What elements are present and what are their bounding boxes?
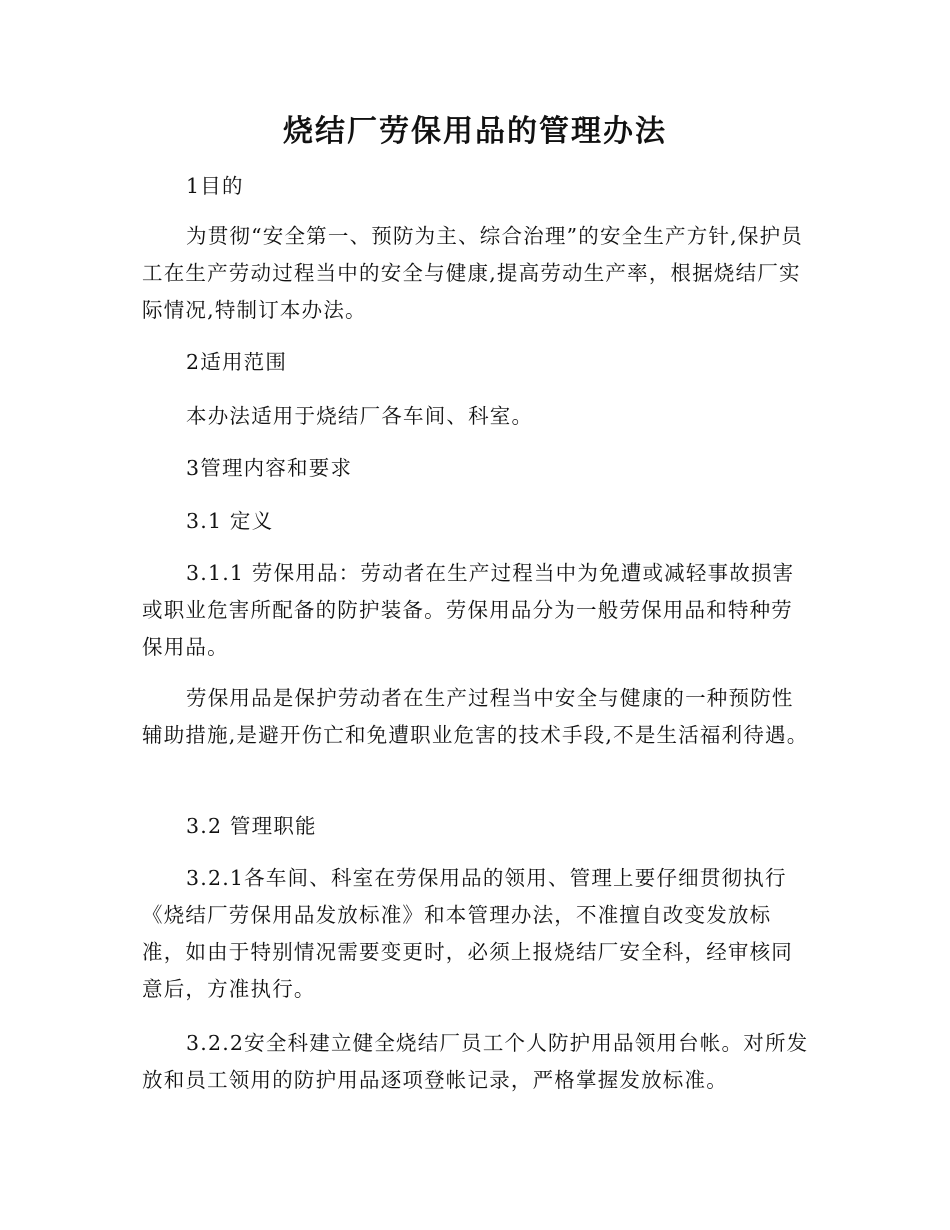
paragraph-purpose: 为贯彻“安全第一、预防为主、综合治理”的安全生产方针,保护员工在生产劳动过程当中的安全与健康,提高劳动生产率，根据烧结厂实际情况,特制订本办法。 xyxy=(142,224,803,322)
paragraph-protection: 劳保用品是保护劳动者在生产过程当中安全与健康的一种预防性辅助措施,是避开伤亡和免遭职业危害的技术手段,不是生活福利待遇。 xyxy=(142,686,809,747)
heading-definition: 3.1 定义 xyxy=(186,509,274,533)
paragraph-definition: 3.1.1 劳保用品：劳动者在生产过程当中为免遭或减轻事故损害或职业危害所配备的防护装备。劳保用品分为一般劳保用品和特种劳保用品。 xyxy=(142,561,795,659)
paragraph-functions-2: 3.2.2安全科建立健全烧结厂员工个人防护用品领用台帐。对所发放和员工领用的防护用品逐项登帐记录，严格掌握发放标准。 xyxy=(142,1031,809,1092)
heading-management: 3管理内容和要求 xyxy=(186,456,353,480)
heading-scope: 2适用范围 xyxy=(186,350,288,374)
document-title: 烧结厂劳保用品的管理办法 xyxy=(283,114,667,149)
heading-purpose: 1目的 xyxy=(186,174,244,198)
heading-functions: 3.2 管理职能 xyxy=(186,814,317,838)
paragraph-functions-1: 3.2.1各车间、科室在劳保用品的领用、管理上要仔细贯彻执行《烧结厂劳保用品发放标准》和本管理办法，不准擅自改变发放标准，如由于特别情况需要变更时，必须上报烧结厂安全科，经审核同意后，方准执行。 xyxy=(142,866,793,1001)
paragraph-scope: 本办法适用于烧结厂各车间、科室。 xyxy=(186,404,534,428)
